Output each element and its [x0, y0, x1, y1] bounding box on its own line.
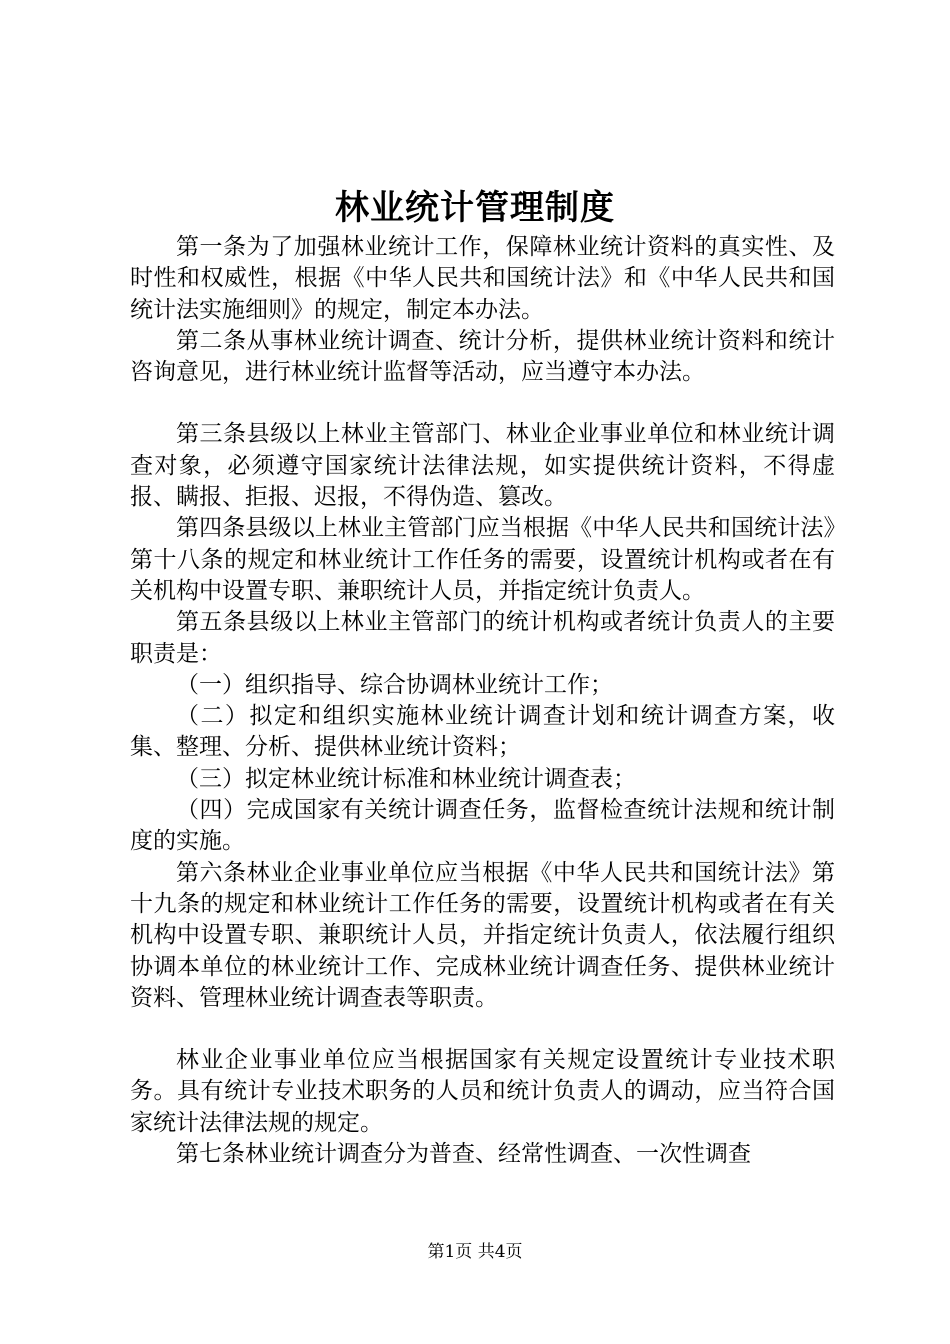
paragraph-article-3: 第三条县级以上林业主管部门、林业企业事业单位和林业统计调查对象，必须遵守国家统计法律法规，如实提供统计资料，不得虚报、瞒报、拒报、迟报，不得伪造、篡改。 — [130, 421, 835, 511]
list-item-4: （四）完成国家有关统计调查任务，监督检查统计法规和统计制度的实施。 — [130, 797, 835, 855]
paragraph-article-2: 第二条从事林业统计调查、统计分析，提供林业统计资料和统计咨询意见，进行林业统计监督等活动，应当遵守本办法。 — [130, 327, 835, 386]
paragraph-article-1: 第一条为了加强林业统计工作，保障林业统计资料的真实性、及时性和权威性，根据《中华人民共和国统计法》和《中华人民共和国统计法实施细则》的规定，制定本办法。 — [130, 234, 835, 323]
paragraph-article-5: 第五条县级以上林业主管部门的统计机构或者统计负责人的主要职责是： — [130, 609, 835, 667]
paragraph-article-7: 第七条林业统计调查分为普查、经常性调查、一次性调查 — [176, 1141, 751, 1168]
paragraph-article-6-cont: 林业企业事业单位应当根据国家有关规定设置统计专业技术职务。具有统计专业技术职务的人员和统计负责人的调动，应当符合国家统计法律法规的规定。 — [130, 1047, 835, 1136]
document-title: 林业统计管理制度 — [335, 188, 615, 228]
list-item-2: （二）拟定和组织实施林业统计调查计划和统计调查方案，收集、整理、分析、提供林业统计资料； — [130, 703, 835, 761]
list-item-3: （三）拟定林业统计标准和林业统计调查表； — [176, 765, 636, 792]
paragraph-article-6: 第六条林业企业事业单位应当根据《中华人民共和国统计法》第十九条的规定和林业统计工作任务的需要，设置统计机构或者在有关机构中设置专职、兼职统计人员，并指定统计负责人，依法履行组织协调本单位的林业统计工作、完成林业统计调查任务、提供林业统计资料、管理林业统计调查表等职责。 — [130, 859, 835, 1011]
paragraph-article-4: 第四条县级以上林业主管部门应当根据《中华人民共和国统计法》第十八条的规定和林业统计工作任务的需要，设置统计机构或者在有关机构中设置专职、兼职统计人员，并指定统计负责人。 — [130, 515, 835, 604]
list-item-1: （一）组织指导、综合协调林业统计工作； — [176, 671, 613, 698]
document-body — [130, 232, 835, 1170]
page-footer: 第1页 共4页 — [427, 1242, 523, 1262]
